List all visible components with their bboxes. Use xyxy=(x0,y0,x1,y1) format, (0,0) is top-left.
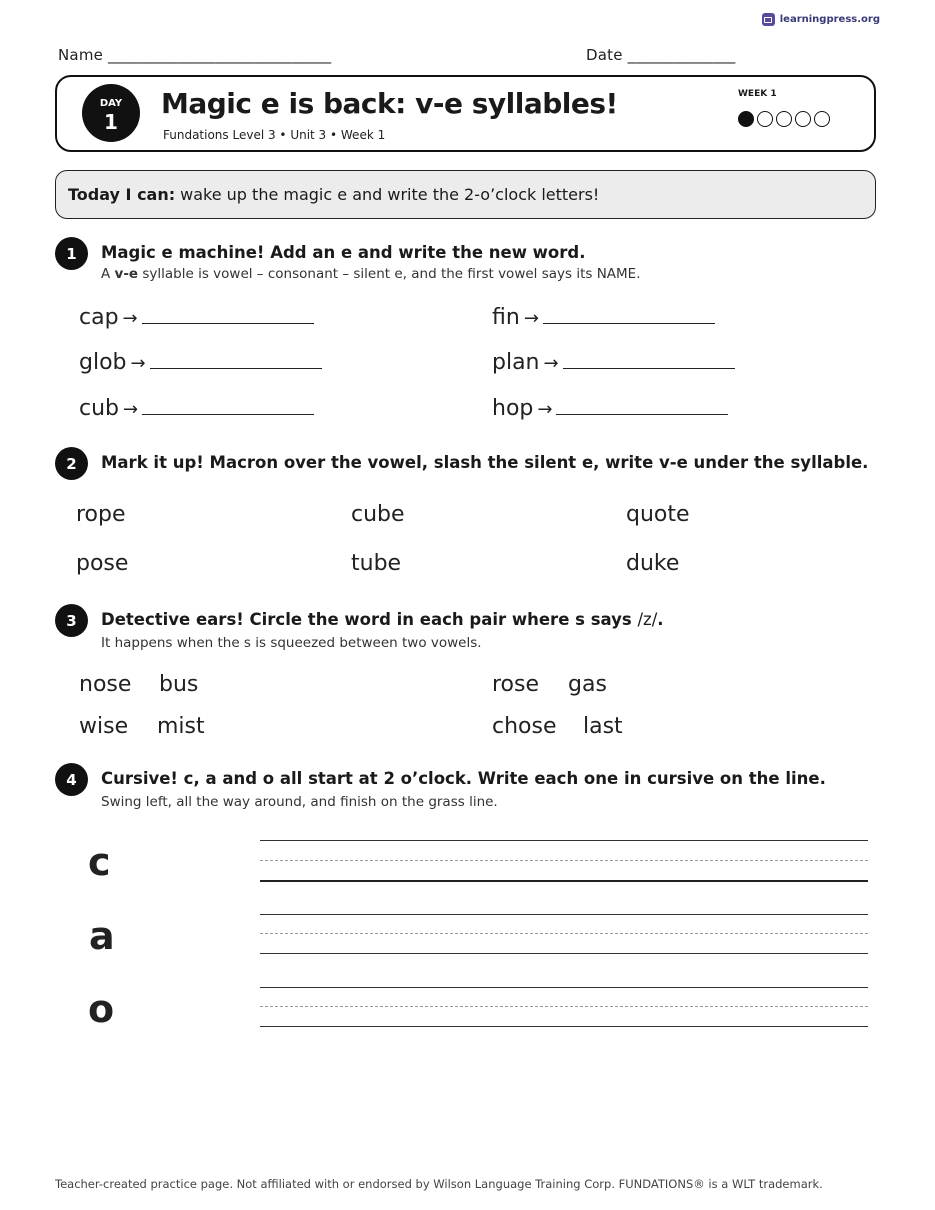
base-word: cub xyxy=(79,396,120,421)
week-progress-dots xyxy=(738,111,830,127)
word-item[interactable] xyxy=(79,350,322,375)
date-field[interactable]: Date ______________ xyxy=(586,46,736,64)
name-field[interactable]: Name _____________________________ xyxy=(58,46,332,64)
writing-mid-line[interactable] xyxy=(260,1006,868,1007)
section-title: Cursive! c, a and o all start at 2 o’clock. Write each one in cursive on the line. xyxy=(101,769,826,788)
writing-mid-line[interactable] xyxy=(260,933,868,934)
base-word: hop xyxy=(492,396,534,421)
sound-symbol: /z/ xyxy=(637,610,658,629)
base-word: cap xyxy=(79,305,119,330)
section-title: Magic e machine! Add an e and write the new word. xyxy=(101,243,586,262)
answer-blank[interactable] xyxy=(563,367,735,369)
day-label: DAY xyxy=(99,98,123,109)
section-note: Swing left, all the way around, and finish on the grass line. xyxy=(101,794,498,810)
note-text: A xyxy=(101,266,115,282)
week-label: WEEK 1 xyxy=(738,89,777,99)
arrow-icon: → xyxy=(130,353,146,374)
pair-word[interactable]: wise xyxy=(79,714,129,739)
markup-word[interactable]: tube xyxy=(351,551,402,576)
progress-dot xyxy=(776,111,792,127)
answer-blank[interactable] xyxy=(142,322,314,324)
arrow-icon: → xyxy=(537,399,553,420)
section-number: 1 xyxy=(55,237,88,270)
section-note: It happens when the s is squeezed between two vowels. xyxy=(101,635,482,651)
brand-name: learningpress.org xyxy=(779,14,880,25)
title-text: Detective ears! Circle the word in each pair where s says xyxy=(101,610,638,629)
writing-top-line[interactable] xyxy=(260,914,868,915)
section-title: Mark it up! Macron over the vowel, slash the silent e, write v-e under the syllable. xyxy=(101,453,869,472)
note-text: syllable is vowel – consonant – silent e, and the first vowel says its NAME. xyxy=(138,266,641,282)
writing-mid-line[interactable] xyxy=(260,860,868,861)
pair-word[interactable]: last xyxy=(583,714,623,739)
page-subtitle: Fundations Level 3 • Unit 3 • Week 1 xyxy=(163,128,386,142)
word-item[interactable] xyxy=(79,396,314,421)
writing-base-line[interactable] xyxy=(260,880,868,882)
goal-text: wake up the magic e and write the 2-o’clock letters! xyxy=(180,185,600,204)
writing-top-line[interactable] xyxy=(260,987,868,988)
writing-top-line[interactable] xyxy=(260,840,868,841)
brand-link[interactable] xyxy=(762,13,880,26)
section-title xyxy=(101,610,664,629)
book-icon xyxy=(762,13,775,26)
learning-goal xyxy=(55,170,876,219)
answer-blank[interactable] xyxy=(556,413,728,415)
note-term: v-e xyxy=(114,266,139,282)
markup-word[interactable]: cube xyxy=(351,502,405,527)
arrow-icon: → xyxy=(123,399,139,420)
base-word: glob xyxy=(79,350,127,375)
pair-word[interactable]: rose xyxy=(492,672,540,697)
section-number: 4 xyxy=(55,763,88,796)
cursive-letter: o xyxy=(88,987,115,1031)
word-item[interactable] xyxy=(79,305,314,330)
base-word: fin xyxy=(492,305,520,330)
writing-base-line[interactable] xyxy=(260,953,868,954)
page-title: Magic e is back: v-e syllables! xyxy=(161,87,618,120)
arrow-icon: → xyxy=(122,308,138,329)
worksheet-header xyxy=(55,75,876,152)
day-badge xyxy=(82,84,140,142)
cursive-letter: c xyxy=(88,840,111,884)
markup-word[interactable]: quote xyxy=(626,502,690,527)
progress-dot xyxy=(757,111,773,127)
markup-word[interactable]: rope xyxy=(76,502,126,527)
markup-word[interactable]: duke xyxy=(626,551,680,576)
answer-blank[interactable] xyxy=(543,322,715,324)
answer-blank[interactable] xyxy=(142,413,314,415)
cursive-letter: a xyxy=(89,914,115,958)
pair-word[interactable]: mist xyxy=(157,714,205,739)
footer-disclaimer: Teacher-created practice page. Not affiliated with or endorsed by Wilson Language Training Corp. FUNDATIONS® is a WLT trademark. xyxy=(55,1177,823,1191)
word-item[interactable] xyxy=(492,350,735,375)
markup-word[interactable]: pose xyxy=(76,551,129,576)
progress-dot xyxy=(814,111,830,127)
section-number: 3 xyxy=(55,604,88,637)
title-text: . xyxy=(657,610,664,629)
pair-word[interactable]: bus xyxy=(159,672,199,697)
progress-dot xyxy=(738,111,754,127)
progress-dot xyxy=(795,111,811,127)
word-item[interactable] xyxy=(492,396,728,421)
pair-word[interactable]: nose xyxy=(79,672,132,697)
goal-label: Today I can: xyxy=(68,185,176,204)
day-number: 1 xyxy=(104,110,118,134)
word-item[interactable] xyxy=(492,305,715,330)
base-word: plan xyxy=(492,350,540,375)
section-number: 2 xyxy=(55,447,88,480)
arrow-icon: → xyxy=(543,353,559,374)
pair-word[interactable]: chose xyxy=(492,714,557,739)
answer-blank[interactable] xyxy=(150,367,322,369)
section-note xyxy=(101,266,641,282)
arrow-icon: → xyxy=(523,308,539,329)
pair-word[interactable]: gas xyxy=(568,672,607,697)
writing-base-line[interactable] xyxy=(260,1026,868,1027)
